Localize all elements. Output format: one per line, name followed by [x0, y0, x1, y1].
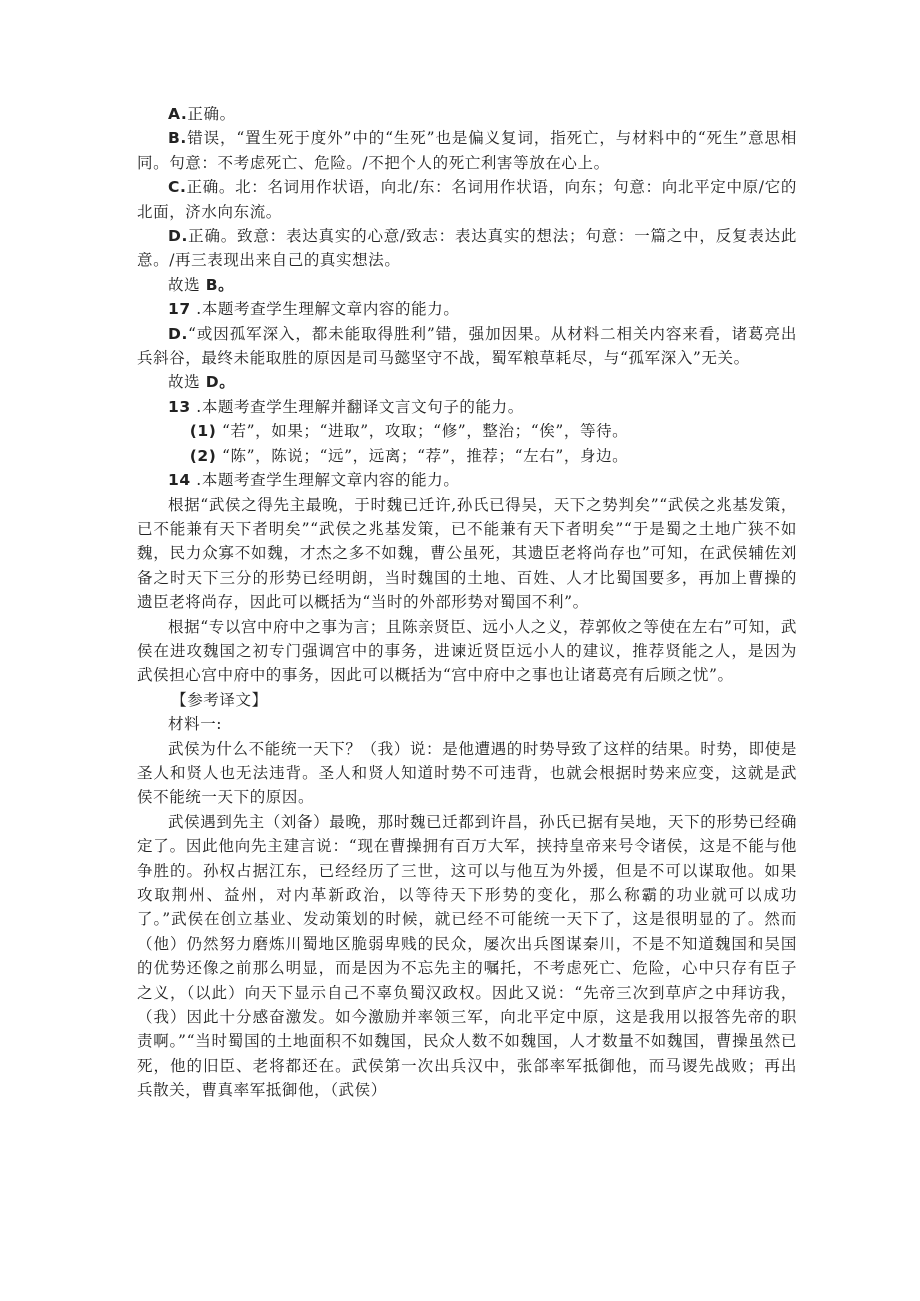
choice-line: [137, 370, 797, 394]
question-intro: .本题考查学生理解文章内容的能力。: [190, 471, 460, 490]
item-text: “陈”，陈说；“远”，远离；“荐”，推荐；“左右”，身边。: [216, 446, 629, 465]
item-label: (1): [189, 422, 217, 441]
q17-intro: [137, 297, 797, 321]
choice-prefix: 故选: [168, 373, 206, 392]
answer-a: [137, 102, 797, 126]
item-text: “若”，如果；“进取”，攻取；“修”，整治；“俟”，等待。: [216, 422, 629, 441]
q13-intro: [137, 395, 797, 419]
question-intro: .本题考查学生理解并翻译文言文句子的能力。: [190, 397, 524, 416]
document-page: [137, 102, 797, 1103]
answer-text: “或因孤军深入，都未能取得胜利”错，强加因果。从材料二相关内容来看，诸葛亮出兵斜谷，最终未能取胜的原因是司马懿坚守不战，蜀军粮草耗尽，与“孤军深入”无关。: [137, 324, 797, 368]
answer-b: [137, 126, 797, 175]
answer-label: C.: [168, 178, 187, 197]
answer-c: [137, 175, 797, 224]
answer-label: D.: [168, 227, 188, 246]
answer-d: [137, 224, 797, 273]
choice-label: B。: [205, 275, 235, 294]
q13-item-1: [137, 419, 797, 443]
q14-paragraph-1: 根据“武侯之得先主最晚，于时魏已迁许,孙氏已得吴，天下之势判矣”“武侯之兆基发策，已不能兼有天下者明矣”“武侯之兆基发策，已不能兼有天下者明矣”“于是蜀之土地广狭不如魏，民力众寡不如魏，才杰之多不如魏，曹公虽死，其遗臣老将尚存也”可知，在武侯辅佐刘备之时天下三分的形势已经明朗，当时魏国的土地、百姓、人才比蜀国要多，再加上曹操的遗臣老将尚存，因此可以概括为“当时的外部形势对蜀国不利”。: [137, 495, 797, 612]
translation-paragraph-2: 武侯遇到先主（刘备）最晚，那时魏已迁都到许昌，孙氏已据有吴地，天下的形势已经确定了。因此他向先主建言说：“现在曹操拥有百万大军，挟持皇帝来号令诸侯，这是不能与他争胜的。孙权占据江东，已经经历了三世，这可以与他互为外援，但是不可以谋取他。如果攻取荆州、益州，对内革新政治，以等待天下形势的变化，那么称霸的功业就可以成功了。”武侯在创立基业、发动策划的时候，就已经不可能统一天下了，这是很明显的了。然而（他）仍然努力磨炼川蜀地区脆弱卑贱的民众，屡次出兵图谋秦川，不是不知道魏国和吴国的优势还像之前那么明显，而是因为不忘先主的嘱托，不考虑死亡、危险，心中只存有臣子之义，（以此）向天下显示自己不辜负蜀汉政权。因此又说：“先帝三次到草庐之中拜访我，（我）因此十分感奋激发。如今激励并率领三军，向北平定中原，这是我用以报答先帝的职责啊。”“当时蜀国的土地面积不如魏国，民众人数不如魏国，人才数量不如魏国，曹操虽然已死，他的旧臣、老将都还在。武侯第一次出兵汉中，张郃率军抵御他，而马谡先战败；再出兵散关，曹真率军抵御他，（武侯）: [137, 812, 797, 1100]
q14-paragraph-2: 根据“专以宫中府中之事为言；且陈亲贤臣、远小人之义，荐郭攸之等使在左右”可知，武侯在进攻魏国之初专门强调宫中的事务，进谏近贤臣远小人的建议，推荐贤能之人，是因为武侯担心宫中府中的事务，因此可以概括为“宫中府中之事也让诸葛亮有后顾之忧”。: [137, 617, 797, 685]
choice-prefix: 故选: [168, 275, 206, 294]
answer-label: B.: [168, 129, 187, 148]
answer-text: 正确。致意：表达真实的心意/致志：表达真实的想法；句意：一篇之中，反复表达此意。/再三表现出来自己的真实想法。: [137, 227, 797, 270]
answer-text: 正确。: [187, 105, 236, 123]
answer-text: 正确。北：名词用作状语，向北/东：名词用作状语，向东；句意：向北平定中原/它的北面，济水向东流。: [137, 178, 797, 221]
question-number: 14: [168, 471, 191, 490]
choice-line: [137, 273, 797, 297]
answer-label: D.: [168, 324, 188, 343]
question-number: 13: [168, 397, 191, 416]
answer-text: 错误，“置生死于度外”中的“生死”也是偏义复词，指死亡，与材料中的“死生”意思相同。句意：不考虑死亡、危险。/不把个人的死亡利害等放在心上。: [137, 129, 797, 172]
choice-label: D。: [205, 373, 236, 392]
translation-heading: 【参考译文】: [171, 690, 268, 709]
translation-paragraph-1: 武侯为什么不能统一天下？（我）说：是他遭遇的时势导致了这样的结果。时势，即使是圣人和贤人也无法违背。圣人和贤人知道时势不可违背，也就会根据时势来应变，这就是武侯不能统一天下的原因。: [137, 739, 797, 807]
answer-label: A.: [168, 105, 188, 123]
item-label: (2): [189, 446, 217, 465]
q17-answer: [137, 322, 797, 371]
q14-intro: [137, 468, 797, 492]
question-number: 17: [168, 300, 191, 319]
question-intro: .本题考查学生理解文章内容的能力。: [190, 300, 460, 319]
q13-item-2: [137, 444, 797, 468]
material-label: 材料一:: [168, 715, 223, 734]
